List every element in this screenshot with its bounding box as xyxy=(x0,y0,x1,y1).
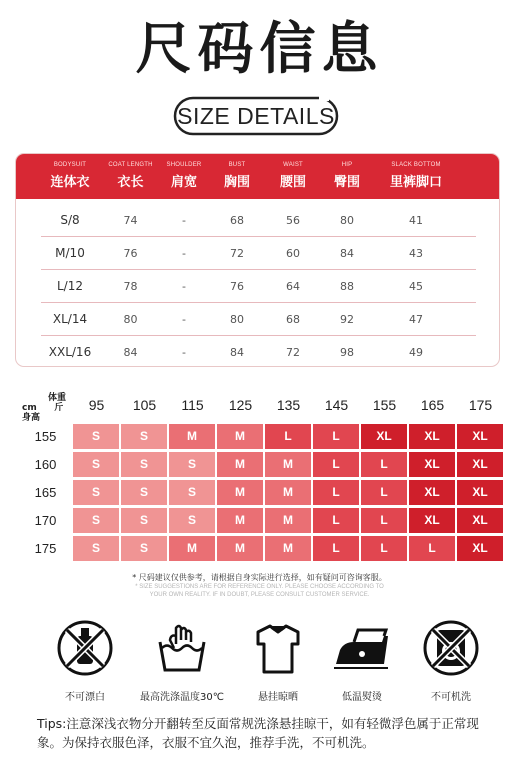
size-table-row xyxy=(16,237,500,270)
fit-cell: S xyxy=(169,480,215,505)
size-table-row xyxy=(16,204,500,237)
no-machine-wash-icon xyxy=(421,618,481,678)
fit-cell: M xyxy=(169,424,215,449)
fit-cell: XL xyxy=(457,424,503,449)
wash-30-icon xyxy=(152,618,212,678)
fit-cell: M xyxy=(217,480,263,505)
cell-size: M/10 xyxy=(55,246,85,260)
cell-coat-length: 84 xyxy=(123,346,138,359)
cell-shoulder: - xyxy=(182,280,186,293)
size-details-badge xyxy=(173,96,339,136)
cell-coat-length: 78 xyxy=(123,280,138,293)
cell-waist: 64 xyxy=(286,280,300,293)
fit-cell: L xyxy=(313,424,359,449)
weight-label: 125 xyxy=(228,397,253,413)
weight-label: 155 xyxy=(372,397,397,413)
care-tips: Tips:注意深浅衣物分开翻转至反面常规洗涤悬挂晾干，如有轻微浮色属于正常现象。为保持衣服色泽，衣服不宜久泡，推荐手洗，不可机洗。 xyxy=(37,716,479,750)
cell-waist: 60 xyxy=(286,247,300,260)
care-label-hang-dry: 悬挂晾晒 xyxy=(258,692,298,703)
weight-label: 145 xyxy=(324,397,349,413)
height-axis-label: cm 身高 xyxy=(22,403,41,423)
weight-label: 175 xyxy=(468,397,493,413)
fit-cell: M xyxy=(265,452,311,477)
fit-grid xyxy=(14,393,505,564)
fit-cell: S xyxy=(169,452,215,477)
cell-bust: 72 xyxy=(230,247,244,260)
cell-waist: 68 xyxy=(286,313,300,326)
fit-cell: L xyxy=(361,480,407,505)
care-label-no-bleach: 不可漂白 xyxy=(65,692,105,703)
fit-cell: L xyxy=(409,536,455,561)
col-header-bodysuit: BODYSUIT 连体衣 xyxy=(50,162,90,190)
fit-cell: S xyxy=(73,424,119,449)
cell-slack-bottom: 41 xyxy=(409,214,423,227)
fit-cell: XL xyxy=(409,508,455,533)
fit-cell: S xyxy=(169,508,215,533)
cell-size: S/8 xyxy=(60,213,80,227)
fit-cell: S xyxy=(121,424,167,449)
cell-coat-length: 80 xyxy=(123,313,138,326)
fit-cell: S xyxy=(121,508,167,533)
cell-size: XL/14 xyxy=(52,312,88,326)
cell-hip: 98 xyxy=(340,346,354,359)
fit-cell: S xyxy=(73,536,119,561)
size-note-en: * SIZE SUGGESTIONS ARE FOR REFERENCE ONLY. PLEASE CHOOSE ACCORDING TO YOUR OWN REALITY. IF IN DOUBT, PLEASE CONSULT CUSTOMER SERVICE. xyxy=(135,584,384,598)
page-title-en: SIZE DETAILS xyxy=(177,103,335,129)
cell-coat-length: 76 xyxy=(123,247,138,260)
fit-cell: L xyxy=(313,452,359,477)
cell-slack-bottom: 43 xyxy=(409,247,423,260)
fit-cell: L xyxy=(313,508,359,533)
fit-cell: L xyxy=(361,536,407,561)
fit-cell: XL xyxy=(409,452,455,477)
fit-cell: M xyxy=(265,536,311,561)
fit-cell: M xyxy=(217,536,263,561)
fit-cell: L xyxy=(361,508,407,533)
cell-size: L/12 xyxy=(57,279,83,293)
weight-label: 95 xyxy=(88,397,105,413)
weight-axis-label: 体重 斤 xyxy=(48,393,67,413)
cell-shoulder: - xyxy=(182,247,186,260)
col-header-hip: HIP 臀围 xyxy=(333,162,360,190)
cell-slack-bottom: 47 xyxy=(409,313,423,326)
cell-hip: 80 xyxy=(340,214,354,227)
cell-hip: 84 xyxy=(340,247,354,260)
fit-cell: XL xyxy=(457,480,503,505)
care-label-wash-30: 最高洗涤温度30℃ xyxy=(140,692,224,703)
fit-cell: M xyxy=(265,508,311,533)
fit-cell: S xyxy=(73,480,119,505)
height-label: 155 xyxy=(34,429,57,444)
hang-dry-icon xyxy=(248,618,308,678)
cell-size: XXL/16 xyxy=(48,345,92,359)
fit-cell: M xyxy=(217,452,263,477)
fit-cell: S xyxy=(73,452,119,477)
fit-cell: S xyxy=(121,452,167,477)
fit-cell: S xyxy=(121,536,167,561)
cell-bust: 68 xyxy=(230,214,244,227)
cell-hip: 92 xyxy=(340,313,354,326)
weight-label: 165 xyxy=(420,397,445,413)
size-table-row xyxy=(16,270,500,303)
fit-cell: XL xyxy=(457,536,503,561)
size-table-row xyxy=(16,303,500,336)
fit-cell: S xyxy=(73,508,119,533)
cell-bust: 80 xyxy=(230,313,244,326)
cell-shoulder: - xyxy=(182,214,186,227)
care-label-low-iron: 低温熨烫 xyxy=(342,692,382,703)
cell-waist: 56 xyxy=(286,214,300,227)
cell-slack-bottom: 49 xyxy=(409,346,423,359)
cell-bust: 76 xyxy=(230,280,244,293)
fit-cell: M xyxy=(265,480,311,505)
size-note-cn: * 尺码建议仅供参考，请根据自身实际进行选择，如有疑问可咨询客服。 xyxy=(132,573,387,582)
fit-cell: L xyxy=(361,452,407,477)
cell-hip: 88 xyxy=(340,280,354,293)
col-header-waist: WAIST 腰围 xyxy=(279,162,306,190)
col-header-coat-length: COAT LENGTH 衣长 xyxy=(108,162,153,190)
fit-cell: XL xyxy=(457,508,503,533)
low-iron-icon xyxy=(332,618,392,678)
cell-bust: 84 xyxy=(230,346,244,359)
col-header-shoulder: SHOULDER 肩宽 xyxy=(166,162,202,190)
care-label-no-machine-wash: 不可机洗 xyxy=(431,692,471,703)
fit-cell: L xyxy=(313,480,359,505)
fit-cell: M xyxy=(217,508,263,533)
fit-cell: XL xyxy=(457,452,503,477)
cell-coat-length: 74 xyxy=(123,214,138,227)
height-label: 165 xyxy=(34,485,57,500)
height-label: 160 xyxy=(34,457,57,472)
cell-shoulder: - xyxy=(182,346,186,359)
page-title-cn: 尺码信息 xyxy=(135,17,384,82)
fit-cell: L xyxy=(313,536,359,561)
cell-slack-bottom: 45 xyxy=(409,280,423,293)
cell-shoulder: - xyxy=(182,313,186,326)
fit-cell: XL xyxy=(361,424,407,449)
weight-label: 105 xyxy=(132,397,157,413)
no-bleach-icon xyxy=(55,618,115,678)
fit-cell: XL xyxy=(409,424,455,449)
size-table-row xyxy=(16,336,500,367)
weight-label: 115 xyxy=(181,397,204,413)
size-table xyxy=(15,153,500,367)
weight-label: 135 xyxy=(276,397,301,413)
fit-cell: XL xyxy=(409,480,455,505)
height-label: 175 xyxy=(34,541,57,556)
size-table-header xyxy=(16,154,500,199)
fit-cell: M xyxy=(217,424,263,449)
cell-waist: 72 xyxy=(286,346,300,359)
fit-cell: L xyxy=(265,424,311,449)
col-header-slack-bottom: SLACK BOTTOM 里裤脚口 xyxy=(389,162,442,190)
height-label: 170 xyxy=(34,513,57,528)
fit-cell: M xyxy=(169,536,215,561)
fit-cell: S xyxy=(121,480,167,505)
col-header-bust: BUST 胸围 xyxy=(223,162,250,190)
